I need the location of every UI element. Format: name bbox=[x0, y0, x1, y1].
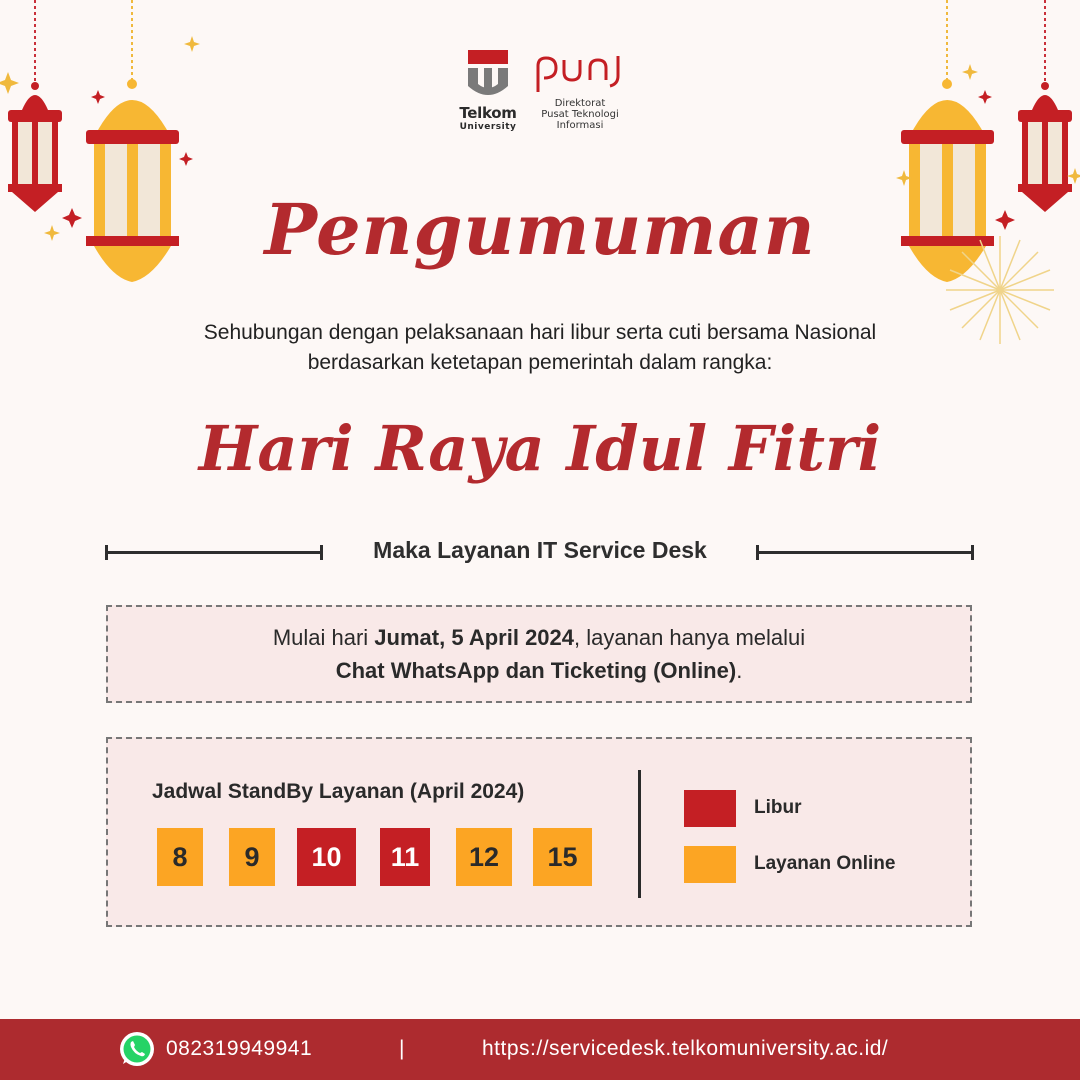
footer-url-link[interactable]: https://servicedesk.telkomuniversity.ac.id/ bbox=[482, 1037, 889, 1060]
divider-cap-right-outer bbox=[971, 545, 974, 560]
notice-date: Jumat, 5 April 2024 bbox=[374, 625, 575, 650]
section-label: Maka Layanan IT Service Desk bbox=[373, 537, 707, 563]
schedule-day: 12 bbox=[456, 828, 512, 886]
schedule-day: 15 bbox=[533, 828, 592, 886]
legend-label-libur: Libur bbox=[754, 797, 802, 818]
notice-line-2 bbox=[108, 658, 970, 684]
intro-text bbox=[140, 318, 940, 378]
schedule-day: 8 bbox=[157, 828, 203, 886]
notice-middle: , layanan hanya melalui bbox=[574, 625, 806, 650]
whatsapp-icon bbox=[117, 1029, 157, 1069]
intro-line-2: berdasarkan ketetapan pemerintah dalam rangka: bbox=[307, 351, 773, 374]
legend-swatch-libur bbox=[684, 790, 736, 827]
intro-line-1: Sehubungan dengan pelaksanaan hari libur serta cuti bersama Nasional bbox=[203, 321, 877, 344]
ppti-logo-line2: Pusat Teknologi bbox=[541, 109, 619, 120]
notice-prefix: Mulai hari bbox=[272, 625, 375, 650]
schedule-day: 10 bbox=[297, 828, 356, 886]
divider-cap-left-inner bbox=[320, 545, 323, 560]
notice-line-1 bbox=[108, 625, 970, 651]
holiday-name: Hari Raya Idul Fitri bbox=[198, 412, 882, 485]
telkom-logo-name: Telkom bbox=[459, 104, 517, 122]
page-title: Pengumuman bbox=[264, 188, 816, 271]
schedule-day: 11 bbox=[380, 828, 430, 886]
footer-phone[interactable]: 082319949941 bbox=[166, 1037, 313, 1060]
divider-rule-right bbox=[756, 551, 974, 554]
legend-label-online: Layanan Online bbox=[754, 853, 896, 874]
notice-suffix: . bbox=[736, 658, 743, 683]
ppti-logo bbox=[530, 52, 630, 136]
schedule-separator bbox=[638, 770, 641, 898]
telkom-logo-subtitle: University bbox=[459, 122, 517, 132]
notice-box bbox=[106, 605, 972, 703]
schedule-day: 9 bbox=[229, 828, 275, 886]
footer-separator: | bbox=[399, 1037, 405, 1060]
telkom-emblem-icon bbox=[468, 50, 508, 102]
divider-rule-left bbox=[105, 551, 323, 554]
ppti-logo-line3: Informasi bbox=[556, 120, 604, 131]
legend-swatch-online bbox=[684, 846, 736, 883]
notice-channels: Chat WhatsApp dan Ticketing (Online) bbox=[335, 658, 737, 683]
ppti-wordmark-icon bbox=[534, 52, 630, 94]
schedule-title: Jadwal StandBy Layanan (April 2024) bbox=[152, 780, 525, 803]
ppti-logo-line1: Direktorat bbox=[554, 98, 606, 109]
telkom-university-logo bbox=[448, 50, 528, 134]
